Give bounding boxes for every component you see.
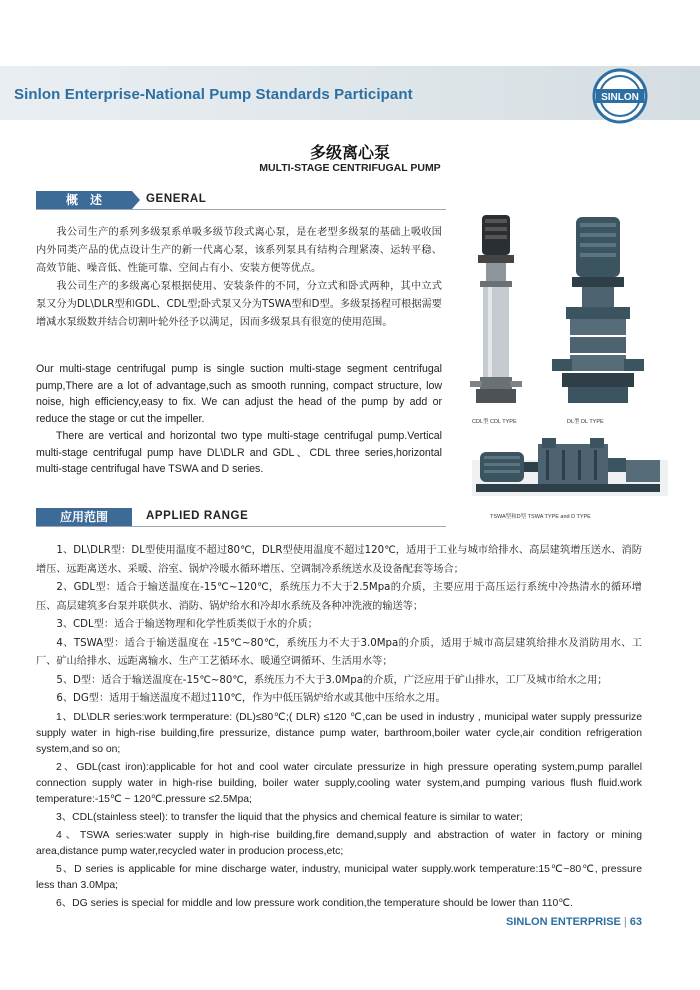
section-tag-applied: 应用范围 (36, 508, 132, 526)
page-number: 63 (629, 916, 642, 928)
section-rule (36, 526, 446, 527)
list-item: 2、GDL型：适合于输送温度在-15℃~120℃，系统压力不大于2.5Mpa的介质，主要应用于高压运行系统中冷热清水的循环增压、高层建筑多台泵并联供水、消防、锅炉给水和冷却水系统及各种冲洗液的输送等； (36, 582, 642, 612)
svg-text:SINLON: SINLON (601, 92, 639, 103)
list-item: 6、DG型：适用于输送温度不超过110℃，作为中低压锅炉给水或其他中压给水之用。 (56, 693, 446, 704)
cdl-pump-image (466, 213, 526, 413)
image-caption: TSWA型和D型 TSWA TYPE and D TYPE (490, 514, 591, 520)
list-item: 6、DG series is special for middle and low pressure work condition,the temperature should be lower than 110℃. (56, 898, 573, 909)
banner-title: Sinlon Enterprise-National Pump Standards Participant (14, 86, 413, 103)
image-caption: DL型 DL TYPE (567, 419, 604, 425)
section-rule (36, 209, 446, 210)
footer-company: SINLON ENTERPRISE (505, 916, 621, 928)
section-heading-general: GENERAL (146, 193, 207, 205)
applied-cn-list (36, 542, 642, 709)
paragraph: Our multi-stage centrifugal pump is single suction multi-stage segment centrifugal pump,There are a lot of advantage,such as smooth running, compact structure, low noise, high efficiency,easy to fix. We can adjust the head of the pump by add or reduce the stage or cut the impeller. (36, 363, 442, 425)
list-item: 4、TSWA型：适合于输送温度在 -15℃~80℃，系统压力不大于3.0Mpa的介质，适用于城市高层建筑给排水及消防用水、工厂、矿山给排水、远距离输水、生产工艺循环水、暖通空调循环、生活用水等； (36, 637, 642, 667)
list-item: 1、DL\DLR型：DL型使用温度不超过80℃，DLR型使用温度不超过120℃，适用于工业与城市给排水、高层建筑增压送水、消防增压、远距离送水、采暖、浴室、锅炉冷暖水循环增压、空调制冷系统送水及设备配套等场合； (36, 545, 642, 575)
paragraph: 我公司生产的多级离心泵根据使用、安装条件的不同，分立式和卧式两种，其中立式泵又分为DL\DLR型和GDL、CDL型;卧式泵又分为TSWA型和D型。多级泵扬程可根据需要增减水泵级数并结合切割叶轮外径予以满足，因而多级泵具有很宽的使用范围。 (36, 281, 442, 328)
applied-en-list (36, 710, 642, 914)
list-item: 4、TSWA series:water supply in high-rise building,fire demand,supply and abstraction of water in factory or mining area,distance pump water,recycled water in producion process,etc; (36, 830, 642, 857)
page-title-en: MULTI-STAGE CENTRIFUGAL PUMP (259, 162, 441, 174)
footer-separator: | (623, 916, 627, 928)
paragraph: 我公司生产的系列多级泵系单吸多级节段式离心泵，是在老型多级泵的基础上吸收国内外同类产品的优点设计生产的新一代离心泵，该系列泵具有结构合理紧凑、运转平稳、高效节能、噪音低、性能可靠、空间占有小、安装方便等优点。 (36, 227, 442, 274)
section-heading-applied: APPLIED RANGE (146, 510, 249, 522)
company-logo (592, 68, 648, 124)
list-item: 2、GDL(cast iron):applicable for hot and cool water circulate pressurize in high pressure operating system,pump parallel connection supply water in high-rise building, boiler water supply,cooling water system,and pumping various flush fluid.work temperature:-15℃ ~ 120℃.pressure ≤2.5Mpa; (36, 762, 642, 805)
list-item: 5、D型：适合于输送温度在-15℃~80℃，系统压力不大于3.0Mpa的介质，广泛应用于矿山排水，工厂及城市给水之用； (56, 674, 608, 686)
paragraph: There are vertical and horizontal two type multi-stage centrifugal pump.Vertical multi-stage centrifugal pump have DL\DLR and GDL、CDL three series,horizontal multi-stage centrifugal have TSWA and D series. (36, 430, 442, 475)
page-footer (506, 916, 642, 928)
general-cn-text (36, 224, 442, 332)
section-tag-general: 概 述 (36, 191, 132, 209)
tswa-pump-image (470, 430, 670, 506)
image-caption: CDL型 CDL TYPE (472, 419, 517, 425)
list-item: 3、CDL型：适合于输送物理和化学性质类似于水的介质； (56, 619, 318, 630)
list-item: 5、D series is applicable for mine discharge water, industry, municipal water supply.work temperature:15℃~80℃, pressure less than 3.0Mpa; (36, 864, 642, 891)
list-item: 1、DL\DLR series:work termperature: (DL)≤80℃;( DLR) ≤120 ℃,can be used in industry , municipal water supply pressurize supply water in high-rise building,fire pressurize, distance pump water, barthroom,boiler water cycle,air condition refrigeration system,and so on; (36, 712, 642, 755)
general-en-text (36, 361, 442, 478)
page-title-cn: 多级离心泵 (309, 143, 390, 162)
dl-pump-image (548, 213, 648, 413)
list-item: 3、CDL(stainless steel): to transfer the liquid that the physics and chemical feature is similar to water; (56, 812, 523, 823)
